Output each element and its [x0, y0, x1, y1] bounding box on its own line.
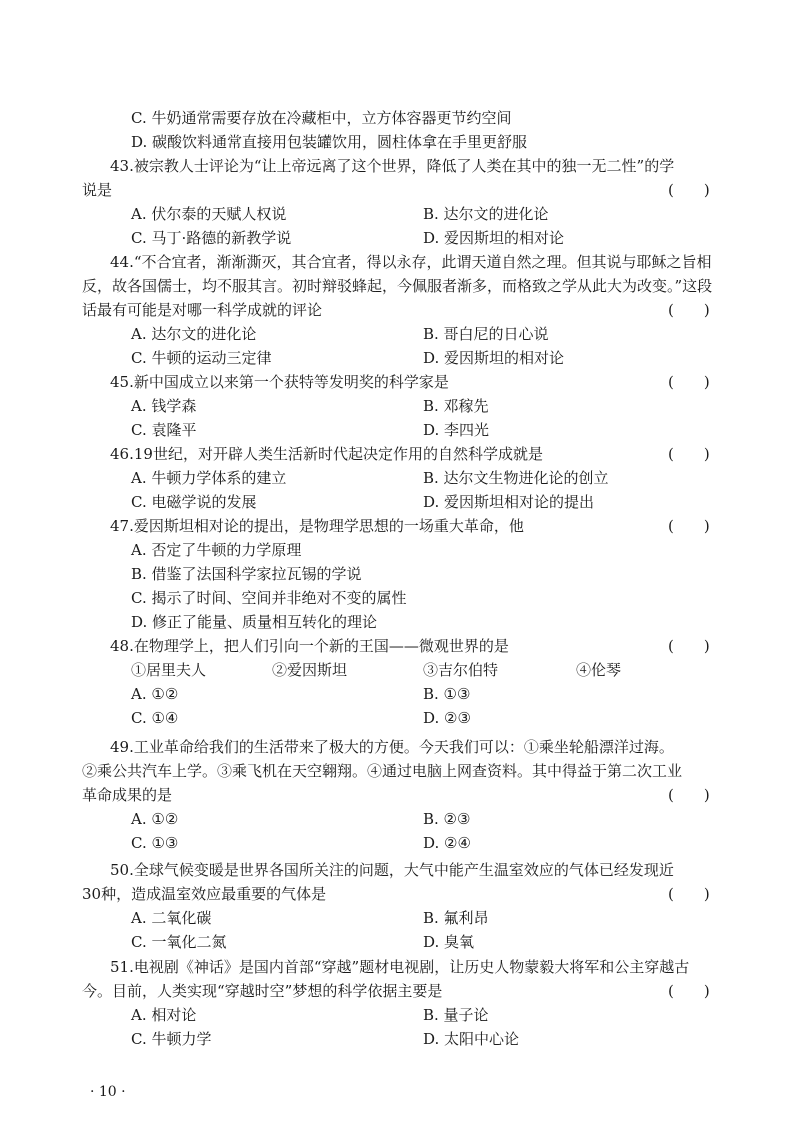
option-c: C. 袁隆平: [131, 421, 197, 439]
question-46-options: [0, 490, 800, 514]
option-a: A. ①②: [131, 810, 179, 828]
option-d: D. ②④: [423, 834, 471, 852]
question-45-options: [0, 394, 800, 418]
question-51-stem: 51.电视剧《神话》是国内首部“穿越”题材电视剧，让历史人物蒙毅大将军和公主穿越古: [110, 958, 690, 976]
answer-bracket: ( ): [668, 517, 710, 535]
question-43-stem: 说是 ( ): [0, 178, 800, 202]
option-d: D. 爱因斯坦的相对论: [423, 229, 565, 247]
question-44-stem: 44.“不合宜者，渐渐澌灭，其合宜者，得以永存，此谓天道自然之理。但其说与耶稣之旨相: [110, 253, 712, 271]
question-43-options: [0, 226, 800, 250]
item-3: ③吉尔伯特: [423, 661, 499, 679]
q42-option-d: D. 碳酸饮料通常直接用包装罐饮用，圆柱体拿在手里更舒服: [131, 133, 528, 151]
option-c: C. 马丁·路德的新教学说: [131, 229, 292, 247]
option-a: A. 相对论: [131, 1006, 197, 1024]
question-48-options: [0, 682, 800, 706]
answer-bracket: ( ): [668, 373, 710, 391]
option-a: A. 否定了牛顿的力学原理: [131, 541, 302, 559]
option-a: A. 二氧化碳: [131, 909, 212, 927]
question-47-option: [0, 538, 800, 562]
answer-bracket: ( ): [668, 181, 710, 199]
item-2: ②爱因斯坦: [272, 661, 348, 679]
option-a: A. ①②: [131, 685, 179, 703]
question-47-option: [0, 586, 800, 610]
question-44-options: [0, 346, 800, 370]
question-43-options: [0, 202, 800, 226]
option-b: B. 量子论: [423, 1006, 489, 1024]
option-d: D. 爱因斯坦的相对论: [423, 349, 565, 367]
option-b: B. ②③: [423, 810, 471, 828]
answer-bracket: ( ): [668, 637, 710, 655]
answer-bracket: ( ): [668, 885, 710, 903]
question-47-option: [0, 610, 800, 634]
option-d: D. 李四光: [423, 421, 490, 439]
question-49-options: [0, 831, 800, 855]
item-4: ④伦琴: [576, 661, 622, 679]
question-51-stem: 今。目前，人类实现“穿越时空”梦想的科学依据主要是 ( ): [0, 979, 800, 1003]
option-b: B. 哥白尼的日心说: [423, 325, 549, 343]
option-c: C. 一氧化二氮: [131, 933, 227, 951]
option-a: A. 钱学森: [131, 397, 197, 415]
question-51-options: [0, 1003, 800, 1027]
option-b: B. 邓稼先: [423, 397, 489, 415]
question-49-stem: 革命成果的是 ( ): [0, 783, 800, 807]
question-45-options: [0, 418, 800, 442]
question-44-options: [0, 322, 800, 346]
option-c: C. 牛顿的运动三定律: [131, 349, 272, 367]
question-50-options: [0, 906, 800, 930]
option-b: B. ①③: [423, 685, 471, 703]
question-49-options: [0, 807, 800, 831]
question-45-stem: 45.新中国成立以来第一个获特等发明奖的科学家是 ( ): [0, 370, 800, 394]
answer-bracket: ( ): [668, 982, 710, 1000]
option-c: C. 牛顿力学: [131, 1030, 212, 1048]
option-d: D. 爱因斯坦相对论的提出: [423, 493, 595, 511]
option-a: A. 牛顿力学体系的建立: [131, 469, 287, 487]
answer-bracket: ( ): [668, 786, 710, 804]
answer-bracket: ( ): [668, 445, 710, 463]
option-a: A. 伏尔泰的天赋人权说: [131, 205, 287, 223]
option-b: B. 氟利昂: [423, 909, 489, 927]
option-c: C. ①④: [131, 709, 179, 727]
option-d: D. 修正了能量、质量相互转化的理论: [131, 613, 378, 631]
option-d: D. 臭氧: [423, 933, 475, 951]
option-c: C. 揭示了时间、空间并非绝对不变的属性: [131, 589, 407, 607]
question-44-stem: 话最有可能是对哪一科学成就的评论 ( ): [0, 298, 800, 322]
q42-options-row: [0, 130, 800, 154]
question-48-options: [0, 706, 800, 730]
question-47-option: [0, 562, 800, 586]
question-50-options: [0, 930, 800, 954]
option-b: B. 借鉴了法国科学家拉瓦锡的学说: [131, 565, 362, 583]
option-d: D. ②③: [423, 709, 471, 727]
q42-options-row: [0, 106, 800, 130]
question-47-stem: 47.爱因斯坦相对论的提出，是物理学思想的一场重大革命，他 ( ): [0, 514, 800, 538]
q42-option-c: C. 牛奶通常需要存放在冷藏柜中，立方体容器更节约空间: [131, 109, 512, 127]
option-a: A. 达尔文的进化论: [131, 325, 257, 343]
question-50-stem: 30种，造成温室效应最重要的气体是 ( ): [0, 882, 800, 906]
option-c: C. 电磁学说的发展: [131, 493, 257, 511]
item-1: ①居里夫人: [131, 661, 207, 679]
question-49-stem: 49.工业革命给我们的生活带来了极大的方便。今天我们可以：①乘坐轮船漂洋过海。: [110, 738, 674, 756]
question-43-stem: 43.被宗教人士评论为“让上帝远离了这个世界，降低了人类在其中的独一无二性”的学: [110, 157, 675, 175]
question-51-options: [0, 1027, 800, 1051]
question-46-options: [0, 466, 800, 490]
question-50-stem: 50.全球气候变暖是世界各国所关注的问题，大气中能产生温室效应的气体已经发现近: [110, 861, 674, 879]
question-49-stem: ②乘公共汽车上学。③乘飞机在天空翱翔。④通过电脑上网查资料。其中得益于第二次工业: [82, 762, 683, 780]
option-d: D. 太阳中心论: [423, 1030, 520, 1048]
question-48-stem: 48.在物理学上，把人们引向一个新的王国——微观世界的是 ( ): [0, 634, 800, 658]
question-48-items: [0, 658, 800, 682]
option-c: C. ①③: [131, 834, 179, 852]
page-number: · 10 ·: [90, 1084, 126, 1100]
option-b: B. 达尔文生物进化论的创立: [423, 469, 609, 487]
option-b: B. 达尔文的进化论: [423, 205, 549, 223]
question-44-stem: 反，故各国儒士，均不服其言。初时辩驳蜂起，今佩服者渐多，而格致之学从此大为改变。”这段: [82, 277, 713, 295]
answer-bracket: ( ): [668, 301, 710, 319]
question-46-stem: 46.19世纪，对开辟人类生活新时代起决定作用的自然科学成就是 ( ): [0, 442, 800, 466]
